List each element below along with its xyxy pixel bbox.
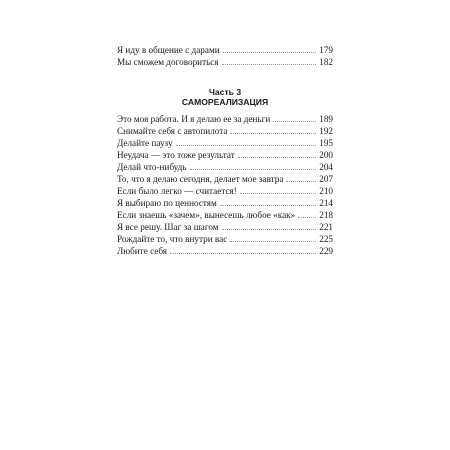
- dot-leader: [240, 185, 316, 194]
- dot-leader: [273, 113, 316, 122]
- toc-entry-page: 192: [319, 126, 333, 136]
- toc-entry: [117, 149, 333, 161]
- dot-leader: [230, 125, 316, 134]
- toc-entry-title: Неудача — это тоже результат: [117, 150, 235, 160]
- toc-entry: [117, 161, 333, 173]
- toc-section-previous: [117, 44, 333, 68]
- toc-entry-title: Рождайте то, что внутри вас: [117, 234, 228, 244]
- toc-entry-page: 221: [319, 222, 333, 232]
- toc-entry: [117, 245, 333, 257]
- toc-entry-page: 207: [319, 174, 333, 184]
- toc-entry-title: Мы сможем договориться: [117, 57, 219, 67]
- dot-leader: [176, 137, 316, 146]
- dot-leader: [230, 233, 316, 242]
- toc-entry-page: 225: [319, 234, 333, 244]
- toc-entry-page: 229: [319, 246, 333, 256]
- part-title: САМОРЕАЛИЗАЦИЯ: [181, 97, 269, 107]
- dot-leader: [170, 245, 316, 254]
- toc-entry: [117, 44, 333, 56]
- dot-leader: [222, 221, 316, 230]
- toc-entry-title: Любите себя: [117, 246, 168, 256]
- toc-entry-title: Я все решу. Шаг за шагом: [117, 222, 219, 232]
- toc-entry-page: 195: [319, 138, 333, 148]
- toc-entry: [117, 56, 333, 68]
- toc-entry-page: 200: [319, 150, 333, 160]
- dot-leader: [190, 161, 316, 170]
- toc-entry-page: 210: [319, 186, 333, 196]
- toc-entry-title: Я выбираю по ценностям: [117, 198, 217, 208]
- toc-entry-title: Делайте паузу: [117, 138, 173, 148]
- toc-entry-title: Если знаешь «зачем», вынесешь любое «как»: [117, 210, 296, 220]
- toc-entry: [117, 209, 333, 221]
- toc-entry-page: 179: [319, 45, 333, 55]
- toc-entry: [117, 113, 333, 125]
- toc-entry: [117, 221, 333, 233]
- toc-entry: [117, 125, 333, 137]
- toc-entry-page: 218: [319, 210, 333, 220]
- toc-entry-title: Я иду в общение с дарами: [117, 45, 220, 55]
- toc-entry: [117, 233, 333, 245]
- toc-entry-title: Если было легко — считается!: [117, 186, 237, 196]
- part-heading: [117, 87, 333, 107]
- dot-leader: [222, 56, 316, 65]
- toc-entry-title: То, что я делаю сегодня, делает мое завтра: [117, 174, 284, 184]
- toc-entry-page: 214: [319, 198, 333, 208]
- toc-entry: [117, 173, 333, 185]
- dot-leader: [220, 197, 316, 206]
- dot-leader: [298, 209, 316, 218]
- toc-section-part-3: [117, 113, 333, 257]
- toc-entry: [117, 197, 333, 209]
- toc-entry-page: 204: [319, 162, 333, 172]
- toc-entry-title: Делай что-нибудь: [117, 162, 187, 172]
- toc-entry-title: Снимайте себя с автопилота: [117, 126, 228, 136]
- toc-entry-page: 182: [319, 57, 333, 67]
- toc-entry: [117, 137, 333, 149]
- part-label: Часть 3: [208, 87, 242, 97]
- dot-leader: [238, 149, 316, 158]
- toc-entry-title: Это моя работа. И я делаю ее за деньги: [117, 114, 271, 124]
- toc-entry: [117, 185, 333, 197]
- dot-leader: [223, 44, 316, 53]
- toc-entry-page: 189: [319, 114, 333, 124]
- dot-leader: [286, 173, 316, 182]
